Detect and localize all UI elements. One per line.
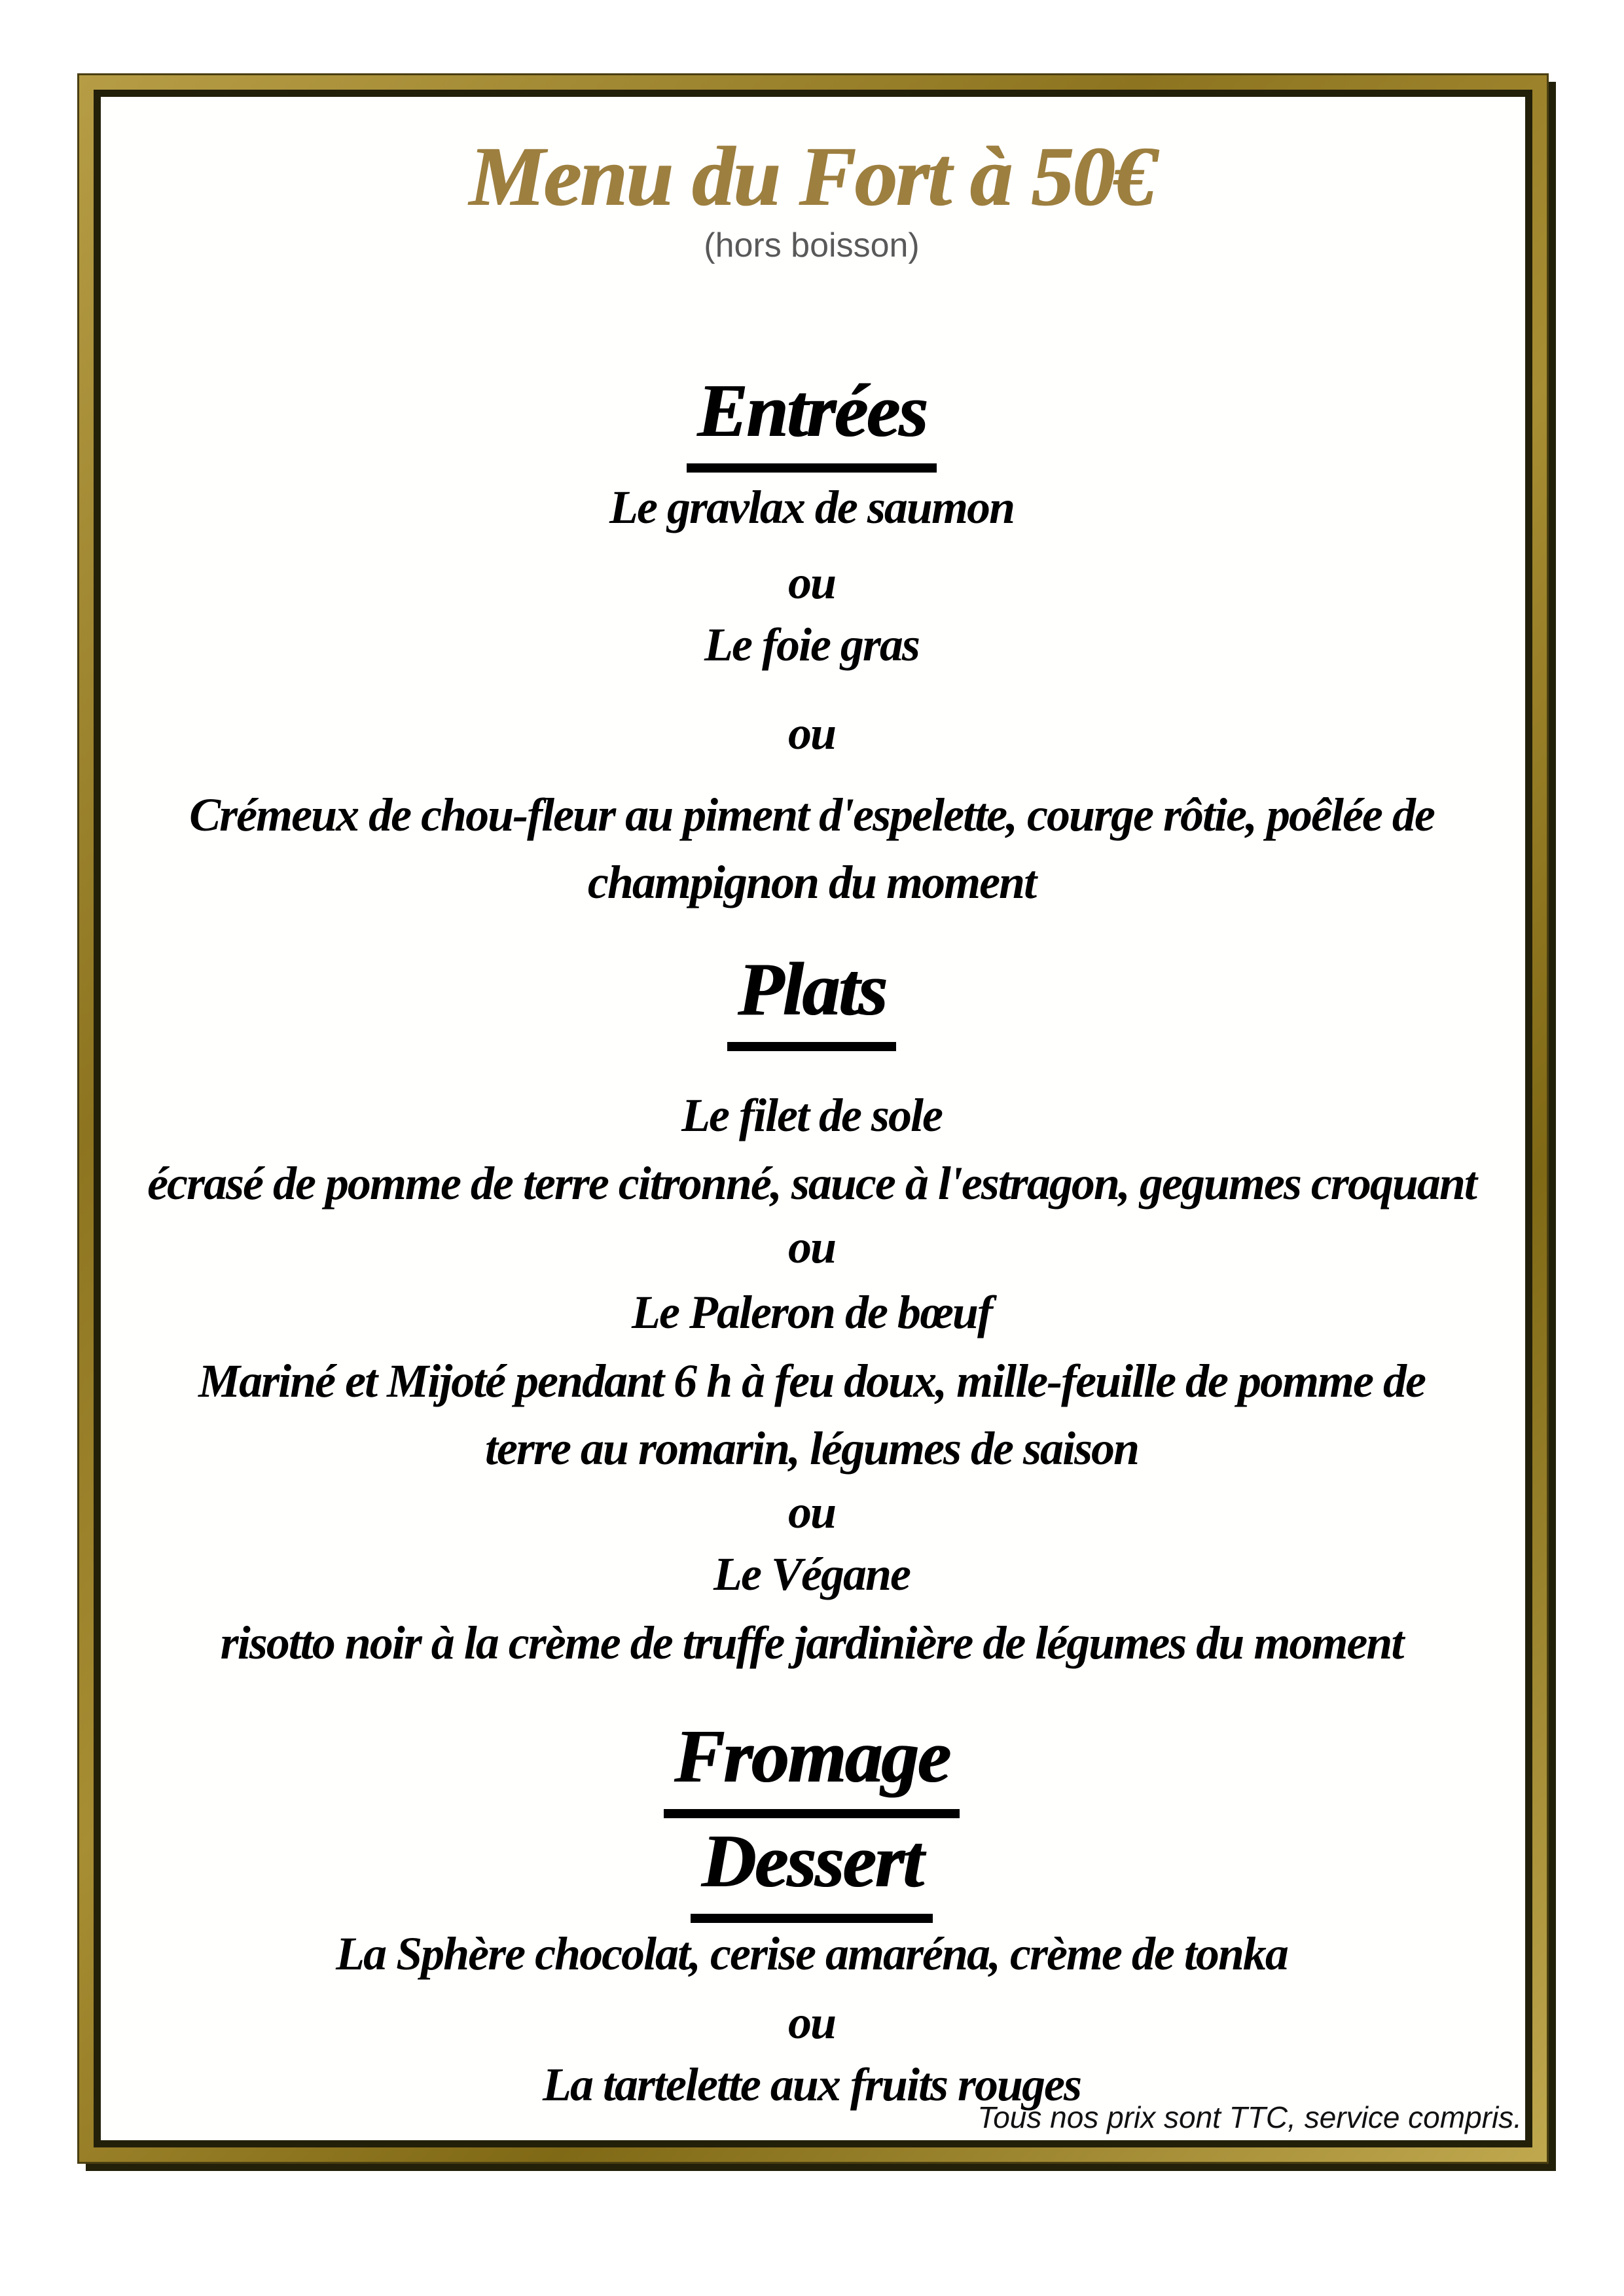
menu-item-line: La Sphère chocolat, cerise amaréna, crème de tonka	[336, 1928, 1288, 1980]
section-heading	[98, 1713, 1525, 1818]
or-separator: ou	[787, 1486, 836, 1538]
section-heading-text: Dessert	[691, 1818, 932, 1923]
menu-item-line: Le gravlax de saumon	[609, 481, 1014, 533]
or-separator: ou	[787, 707, 836, 759]
menu-item-line: Le foie gras	[704, 619, 919, 671]
menu-item-line: La tartelette aux fruits rouges	[542, 2058, 1081, 2111]
or-separator: ou	[787, 1996, 836, 2049]
menu-item-line: champignon du moment	[587, 856, 1036, 908]
or-separator: ou	[787, 556, 836, 609]
menu-item-line: risotto noir à la crème de truffe jardinière de légumes du moment	[220, 1617, 1403, 1669]
menu-item-line: Crémeux de chou-fleur au piment d'espelette, courge rôtie, poêlée de	[189, 789, 1434, 841]
menu-item-line: terre au romarin, légumes de saison	[484, 1422, 1139, 1475]
menu-title: Menu du Fort à 50€	[469, 130, 1155, 224]
section-heading	[98, 946, 1525, 1051]
menu-item-line: écrasé de pomme de terre citronné, sauce à l'estragon, gegumes croquant	[147, 1157, 1476, 1210]
menu-subtitle: (hors boisson)	[704, 226, 920, 264]
section-heading	[98, 368, 1525, 473]
section-heading	[98, 1818, 1525, 1923]
section-heading-text: Plats	[727, 946, 896, 1051]
menu-content	[98, 0, 1525, 2296]
section-heading-text: Entrées	[687, 368, 937, 473]
menu-item-line: Le Paleron de bœuf	[632, 1286, 992, 1338]
menu-item-line: Mariné et Mijoté pendant 6 h à feu doux, mille-feuille de pomme de	[198, 1355, 1425, 1407]
menu-item-line: Le Végane	[713, 1548, 910, 1600]
footer-note: Tous nos prix sont TTC, service compris.	[977, 2100, 1522, 2134]
menu-item-line: Le filet de sole	[681, 1089, 942, 1141]
or-separator: ou	[787, 1221, 836, 1273]
section-heading-text: Fromage	[664, 1713, 960, 1818]
